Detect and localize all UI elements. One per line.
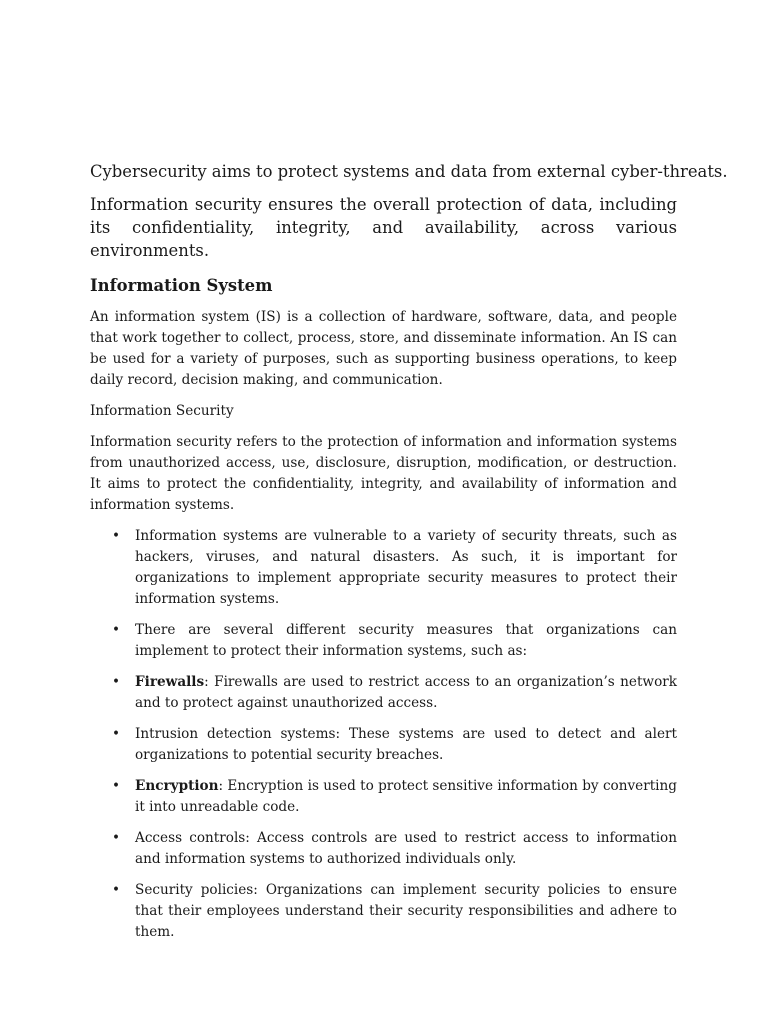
list-item	[90, 828, 677, 870]
list-item-text: Intrusion detection systems: These systems are used to detect and alert organizations to potential security breaches.	[135, 726, 677, 763]
list-item	[90, 776, 677, 818]
section-body-paragraph: An information system (IS) is a collection of hardware, software, data, and people that work together to collect, process, store, and disseminate information. An IS can be used for a variety of purposes, such as supporting business operations, to keep daily record, decision making, and communication.	[90, 309, 677, 388]
list-item-bold-term: Firewalls	[135, 674, 205, 690]
bullet-icon: •	[112, 778, 121, 794]
list-item-text: Security policies: Organizations can implement security policies to ensure that their employees understand their security responsibilities and adhere to them.	[135, 882, 677, 940]
list-item-text: : Firewalls are used to restrict access to an organization’s network and to protect against unauthorized access.	[135, 674, 677, 711]
subsection-title: Information Security	[90, 403, 234, 419]
list-item	[90, 526, 677, 610]
list-item-text: : Encryption is used to protect sensitive information by converting it into unreadable code.	[135, 778, 677, 815]
list-item-text: Access controls: Access controls are used to restrict access to information and information systems to authorized individuals only.	[135, 830, 677, 867]
list-item	[90, 672, 677, 714]
subsection-body-paragraph: Information security refers to the protection of information and information systems from unauthorized access, use, disclosure, disruption, modification, or destruction. It aims to protect the confidentiality, integrity, and availability of information and information systems.	[90, 434, 677, 513]
list-item	[90, 724, 677, 766]
bullet-icon: •	[112, 622, 121, 638]
list-item-text: There are several different security measures that organizations can implement to protect their information systems, such as:	[135, 622, 677, 659]
list-item	[90, 620, 677, 662]
list-item-text: Information systems are vulnerable to a variety of security threats, such as hackers, viruses, and natural disasters. As such, it is important for organizations to implement appropriate security measures to protect their information systems.	[135, 528, 677, 607]
list-item	[90, 880, 677, 943]
document-page	[90, 160, 728, 953]
bullet-icon: •	[112, 726, 121, 742]
intro-paragraph-1: Cybersecurity aims to protect systems and data from external cyber-threats.	[90, 162, 728, 181]
bullet-icon: •	[112, 830, 121, 846]
bullet-list	[90, 526, 677, 943]
list-item-bold-term: Encryption	[135, 778, 219, 794]
bullet-icon: •	[112, 674, 121, 690]
bullet-icon: •	[112, 882, 121, 898]
intro-paragraph-2: Information security ensures the overall protection of data, including its confidentiality, integrity, and availability, across various environments.	[90, 195, 677, 260]
section-heading: Information System	[90, 276, 273, 295]
bullet-icon: •	[112, 528, 121, 544]
